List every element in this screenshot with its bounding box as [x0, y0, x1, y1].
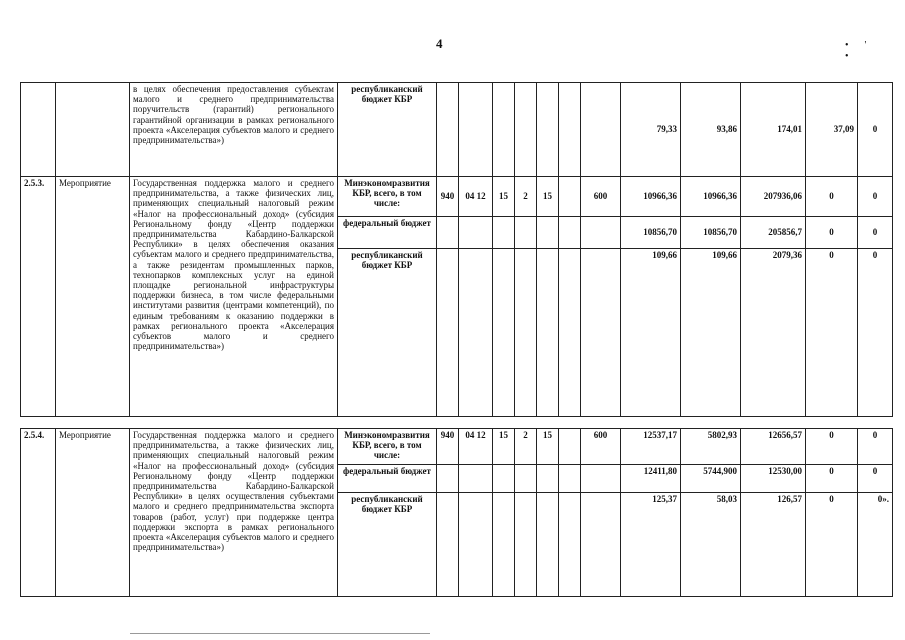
type-cell: [56, 83, 130, 177]
type-cell: Мероприятие: [56, 177, 130, 417]
value-cell: 109,66: [621, 249, 681, 417]
value-cell: 0: [858, 83, 893, 177]
code-part-cell: 15: [537, 177, 559, 217]
table-block-2-5-3: [20, 176, 893, 417]
value-cell: 12537,17: [621, 429, 681, 465]
footer-divider: [130, 633, 430, 634]
code-cell: [21, 83, 56, 177]
source-cell: республиканский бюджет КБР: [338, 493, 437, 597]
value-cell: 0: [806, 217, 858, 249]
value-cell: 37,09: [806, 83, 858, 177]
source-cell: Минэкономразвития КБР, всего, в том числе:: [338, 429, 437, 465]
value-cell: 0: [806, 249, 858, 417]
value-cell: 12530,00: [741, 465, 806, 493]
value-cell: 0: [858, 429, 893, 465]
value-cell: 10856,70: [621, 217, 681, 249]
source-cell: республиканский бюджет КБР: [338, 83, 437, 177]
value-cell: 0: [806, 177, 858, 217]
value-cell: 12656,57: [741, 429, 806, 465]
description-cell: Государственная поддержка малого и среднего предпринимательства, а также физических лиц, применяющих специальный налоговый режим «Налог на профессиональный доход» (субсидия Региональному фонду «Центр поддержки предпринимательства Кабардино-Балкарской Республики» в целях осуществления субъектами малого и среднего предпринимательства экспорта товаров (работ, услуг) при поддержке центра поддержки экспорта в рамках регионального проекта «Акселерация субъектов малого и среднего предпринимательства»): [130, 429, 338, 597]
value-cell: 10966,36: [621, 177, 681, 217]
value-cell: 79,33: [621, 83, 681, 177]
vr-cell: 600: [581, 429, 621, 465]
value-cell: 2079,36: [741, 249, 806, 417]
value-cell: 10966,36: [681, 177, 741, 217]
grbs-cell: 940: [437, 177, 459, 217]
value-cell: 10856,70: [681, 217, 741, 249]
value-cell: 207936,06: [741, 177, 806, 217]
code-cell: 2.5.4.: [21, 429, 56, 597]
source-cell: федеральный бюджет: [338, 217, 437, 249]
rz-cell: 04 12: [459, 429, 493, 465]
value-cell: 12411,80: [621, 465, 681, 493]
value-cell: 0: [806, 493, 858, 597]
code-cell: 2.5.3.: [21, 177, 56, 417]
source-cell: федеральный бюджет: [338, 465, 437, 493]
value-cell: 0: [858, 217, 893, 249]
code-part-cell: 15: [537, 429, 559, 465]
value-cell: 126,57: [741, 493, 806, 597]
grbs-cell: 940: [437, 429, 459, 465]
value-cell: 0: [858, 249, 893, 417]
value-cell: 0: [858, 177, 893, 217]
corner-marks: •' •: [845, 40, 883, 62]
value-cell: 0: [806, 465, 858, 493]
value-cell: 5802,93: [681, 429, 741, 465]
value-cell: 205856,7: [741, 217, 806, 249]
value-cell: 125,37: [621, 493, 681, 597]
page-number: 4: [436, 36, 443, 51]
description-cell: Государственная поддержка малого и среднего предпринимательства, а также физических лиц, применяющих специальный налоговый режим «Налог на профессиональный доход» (субсидия Региональному фонду «Центр поддержки предпринимательства Кабардино-Балкарской Республики» в целях обеспечения оказания субъектам малого и среднего предпринимательства, а также резидентам промышленных парков, технопарков комплексных услуг на единой площадке региональной инфраструктуры поддержки бизнеса, в том числе федеральными институтами развития (центрами компетенций), по единым требованиям к оказанию поддержки в рамках регионального проекта «Акселерация субъектов малого и среднего предпринимательства»): [130, 177, 338, 417]
value-cell: 0: [858, 465, 893, 493]
table-block-continuation: [20, 82, 893, 177]
value-cell: 0: [806, 429, 858, 465]
value-cell: 5744,900: [681, 465, 741, 493]
value-cell: 58,03: [681, 493, 741, 597]
code-part-cell: 2: [515, 177, 537, 217]
code-part-cell: 15: [493, 177, 515, 217]
description-cell: в целях обеспечения предоставления субъектам малого и среднего предпринимательства поручительств (гарантий) регионального гарантийной организации в рамках регионального проекта «Акселерация субъектов малого и среднего предпринимательства»): [130, 83, 338, 177]
source-cell: Минэкономразвития КБР, всего, в том числе:: [338, 177, 437, 217]
code-part-cell: 2: [515, 429, 537, 465]
value-cell: 174,01: [741, 83, 806, 177]
table-block-2-5-4: [20, 428, 893, 597]
value-cell: 93,86: [681, 83, 741, 177]
type-cell: Мероприятие: [56, 429, 130, 597]
vr-cell: 600: [581, 177, 621, 217]
value-cell: 109,66: [681, 249, 741, 417]
rz-cell: 04 12: [459, 177, 493, 217]
value-cell: 0».: [858, 493, 893, 597]
source-cell: республиканский бюджет КБР: [338, 249, 437, 417]
code-part-cell: 15: [493, 429, 515, 465]
